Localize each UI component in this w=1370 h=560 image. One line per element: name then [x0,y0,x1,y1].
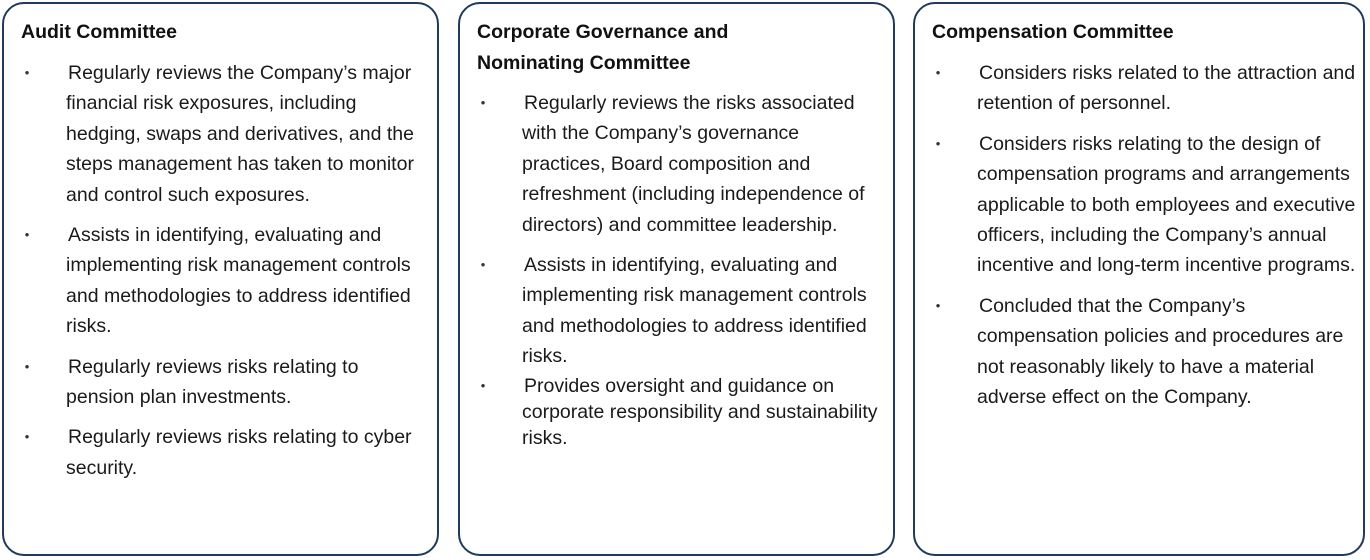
bullet-icon: • [935,135,941,151]
list-item-text: Assists in identifying, evaluating and implementing risk management controls and methodologies to address identified risks. [66,224,411,338]
bullet-icon: • [24,358,30,374]
panel-title: Compensation Committee [932,21,1174,43]
list-item [4,220,437,342]
list-item-text: Considers risks related to the attraction and retention of personnel. [977,62,1356,115]
list-item-text: Regularly reviews risks relating to pension plan investments. [66,355,359,409]
responsibility-list [4,58,437,493]
list-item [460,250,893,372]
bullet-icon: • [480,377,486,393]
bullet-icon: • [935,297,941,313]
list-item-text: Provides oversight and guidance on corporate responsibility and sustainability risks. [522,374,878,449]
list-item [460,88,893,240]
responsibility-list [460,88,893,461]
list-item [915,129,1363,281]
audit-committee-panel [2,2,439,556]
bullet-icon: • [480,95,486,110]
bullet-icon: • [935,65,941,80]
panel-title: Audit Committee [21,21,177,43]
list-item [4,422,437,483]
compensation-committee-panel [913,2,1365,556]
list-item [915,291,1363,413]
list-item-text: Considers risks relating to the design of compensation programs and arrangements applicable to both employees and executive officers, including the Company’s annual incentive and long-term incentive programs. [977,132,1356,277]
governance-nominating-committee-panel [458,2,895,556]
bullet-icon: • [480,257,486,273]
bullet-icon: • [24,227,30,243]
list-item-text: Assists in identifying, evaluating and implementing risk management controls and methodologies to address identified risks. [522,254,867,368]
list-item [4,352,437,413]
list-item-text: Concluded that the Company’s compensation policies and procedures are not reasonably likely to have a material adverse effect on the Company. [977,294,1344,409]
responsibility-list [915,58,1363,422]
bullet-icon: • [24,65,30,80]
panel-title: Corporate Governance and Nominating Committee [477,21,729,74]
list-item-text: Regularly reviews the risks associated with the Company’s governance practices, Board composition and refreshment (including independence of directors) and committee leadership. [522,92,865,236]
bullet-icon: • [24,429,30,445]
list-item-text: Regularly reviews the Company’s major financial risk exposures, including hedging, swaps and derivatives, and the steps management has taken to monitor and control such exposures. [66,62,414,206]
list-item [4,58,437,210]
list-item-text: Regularly reviews risks relating to cyber security. [66,426,412,479]
list-item [460,373,893,451]
list-item [915,58,1363,119]
